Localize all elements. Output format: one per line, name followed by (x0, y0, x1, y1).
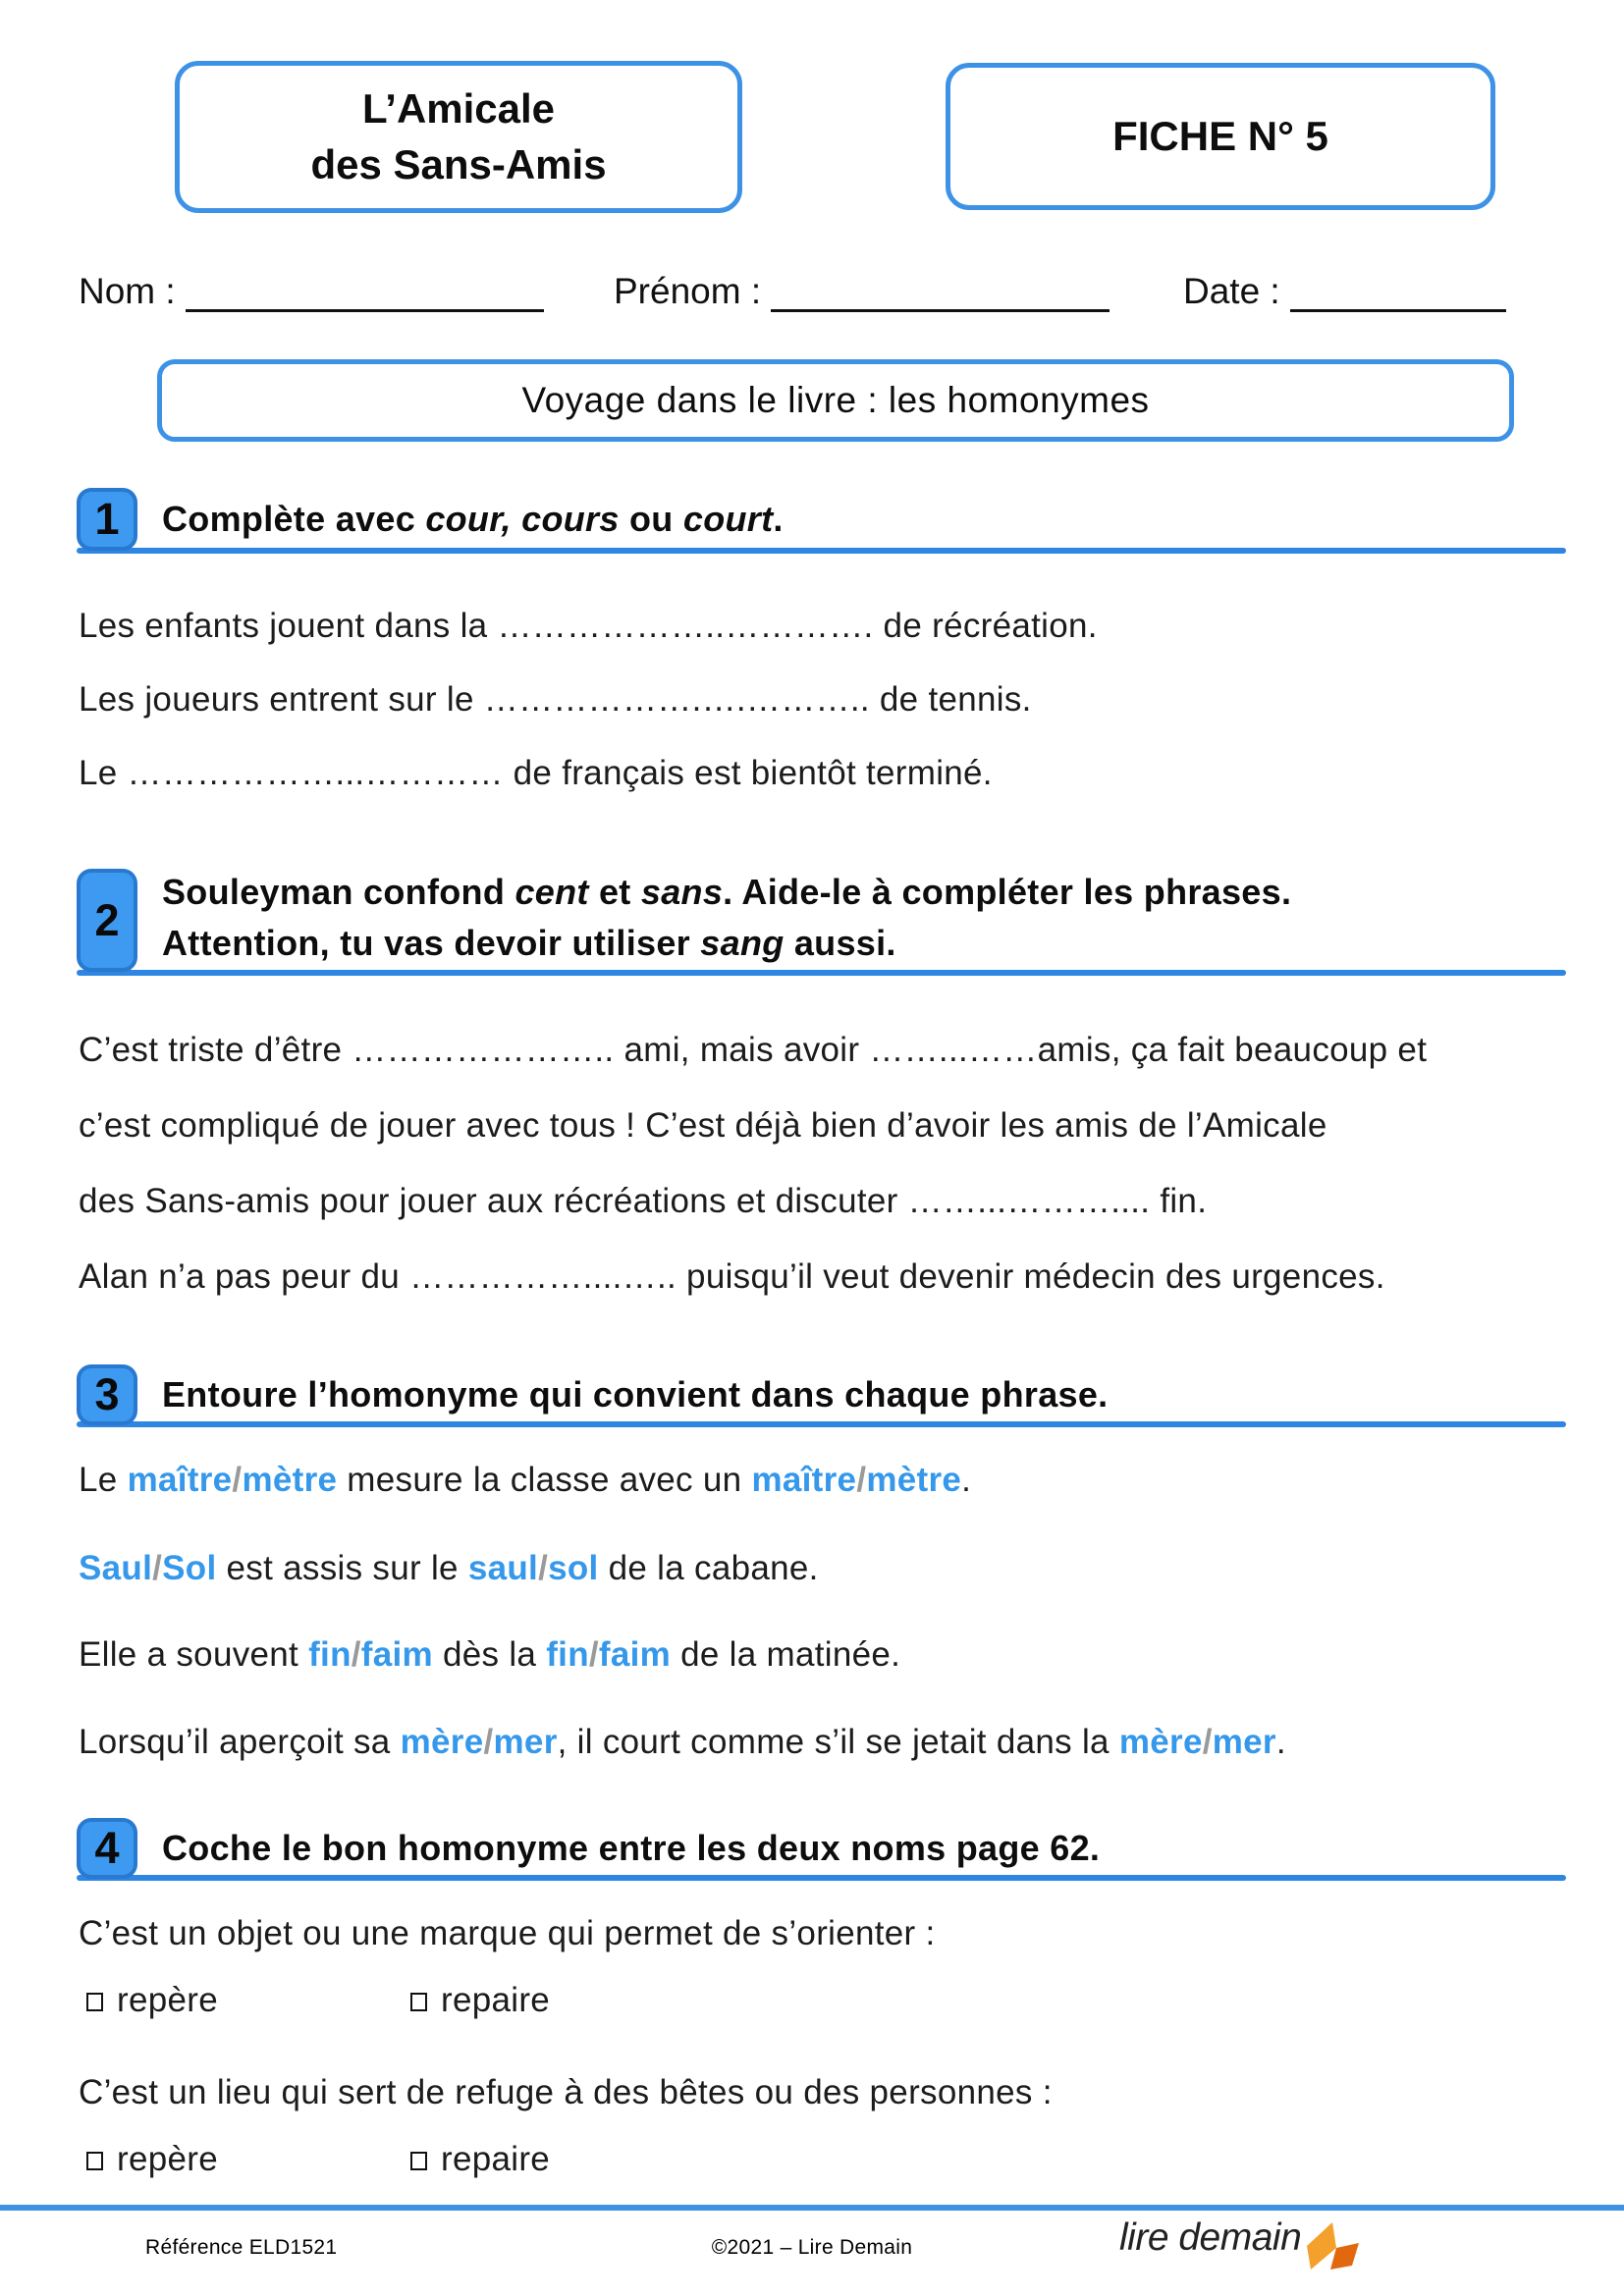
nom-label: Nom : (79, 271, 176, 311)
series-title-line2: des Sans-Amis (310, 140, 607, 187)
option-repere-2-label: repère (117, 2140, 218, 2178)
option-repere-1-label: repère (117, 1981, 218, 2019)
option-repere-2 (86, 2140, 218, 2178)
date-blank-line (1290, 275, 1506, 312)
section-1-heading: Complète avec cour, cours ou court. (162, 499, 784, 539)
section-4-number: 4 (94, 1823, 120, 1873)
exercise-1-sentence-2: Les joueurs entrent sur le ……………….….……….. de tennis. (79, 680, 1032, 719)
checkbox-repere-1[interactable] (86, 1993, 103, 2011)
option-repaire-2-label: repaire (441, 2140, 551, 2178)
section-4-badge (77, 1818, 137, 1879)
section-3-heading: Entoure l’homonyme qui convient dans chaque phrase. (162, 1374, 1109, 1415)
section-1-rule (77, 548, 1566, 554)
exercise-2-sentence-3: des Sans-amis pour jouer aux récréations et discuter ……...……….... fin. (79, 1182, 1208, 1220)
exercise-1-sentence-1: Les enfants jouent dans la ………………..…………. de récréation. (79, 607, 1098, 645)
publisher-logo-text: lire demain (1119, 2216, 1302, 2259)
section-1-badge (77, 488, 137, 551)
date-field-group (1183, 271, 1506, 312)
nom-blank-line (186, 275, 544, 312)
section-2-badge (77, 869, 137, 972)
exercise-4-options-row-2 (86, 2140, 551, 2179)
footer-reference: Référence ELD1521 (145, 2236, 338, 2259)
exercise-3-sentence-4: Lorsqu’il aperçoit sa mère/mer, il court comme s’il se jetait dans la mère/mer. (79, 1723, 1286, 1761)
exercise-3-sentence-1: Le maître/mètre mesure la classe avec un maître/mètre. (79, 1461, 972, 1499)
section-4-heading: Coche le bon homonyme entre les deux noms page 62. (162, 1828, 1101, 1868)
prenom-label: Prénom : (614, 271, 762, 311)
section-2-number: 2 (94, 894, 120, 945)
open-book-icon (1303, 2220, 1360, 2278)
section-3-badge (77, 1364, 137, 1425)
worksheet-title-banner (157, 359, 1514, 442)
footer-rule (0, 2205, 1624, 2211)
section-2-rule (77, 970, 1566, 976)
series-title-line1: L’Amicale (361, 84, 556, 132)
section-1-number: 1 (94, 494, 120, 544)
exercise-1-sentence-3: Le ………………...………… de français est bientôt terminé. (79, 754, 993, 792)
section-3-number: 3 (94, 1369, 120, 1419)
exercise-2-sentence-2: c’est compliqué de jouer avec tous ! C’est déjà bien d’avoir les amis de l’Amicale (79, 1106, 1327, 1145)
checkbox-repere-2[interactable] (86, 2152, 103, 2170)
option-repere-1 (86, 1981, 218, 2019)
exercise-3-sentence-3: Elle a souvent fin/faim dès la fin/faim de la matinée. (79, 1635, 901, 1674)
option-repaire-1 (410, 1981, 550, 2020)
checkbox-repaire-1[interactable] (410, 1993, 427, 2011)
prenom-field-group (614, 271, 1110, 312)
series-title-box (175, 61, 742, 213)
footer-copyright: ©2021 – Lire Demain (711, 2236, 913, 2259)
exercise-4-question-2: C’est un lieu qui sert de refuge à des bêtes ou des personnes : (79, 2073, 1053, 2111)
name-row (0, 271, 1624, 320)
exercise-3-sentence-2: Saul/Sol est assis sur le saul/sol de la cabane. (79, 1549, 819, 1587)
nom-field-group (79, 271, 544, 312)
checkbox-repaire-2[interactable] (410, 2152, 427, 2170)
exercise-4-options-row-1 (86, 1981, 551, 2020)
option-repaire-2 (410, 2140, 550, 2179)
exercise-2-sentence-1: C’est triste d’être ………………….. ami, mais avoir ……...……amis, ça fait beaucoup et (79, 1031, 1428, 1069)
section-2-heading-line2: Attention, tu vas devoir utiliser sang aussi. (162, 923, 896, 963)
option-repaire-1-label: repaire (441, 1981, 551, 2019)
fiche-number-label: FICHE N° 5 (1112, 113, 1328, 159)
prenom-blank-line (771, 275, 1110, 312)
fiche-number-box (946, 63, 1495, 210)
section-3-rule (77, 1421, 1566, 1427)
section-4-rule (77, 1875, 1566, 1881)
exercise-2-sentence-4: Alan n’a pas peur du ……………....….. puisqu’il veut devenir médecin des urgences. (79, 1257, 1385, 1296)
exercise-4-question-1: C’est un objet ou une marque qui permet de s’orienter : (79, 1914, 936, 1952)
series-title (310, 81, 606, 192)
worksheet-title: Voyage dans le livre : les homonymes (521, 380, 1150, 420)
section-2-heading-line1: Souleyman confond cent et sans. Aide-le à compléter les phrases. (162, 872, 1292, 912)
publisher-logo (1119, 2216, 1360, 2278)
date-label: Date : (1183, 271, 1280, 311)
